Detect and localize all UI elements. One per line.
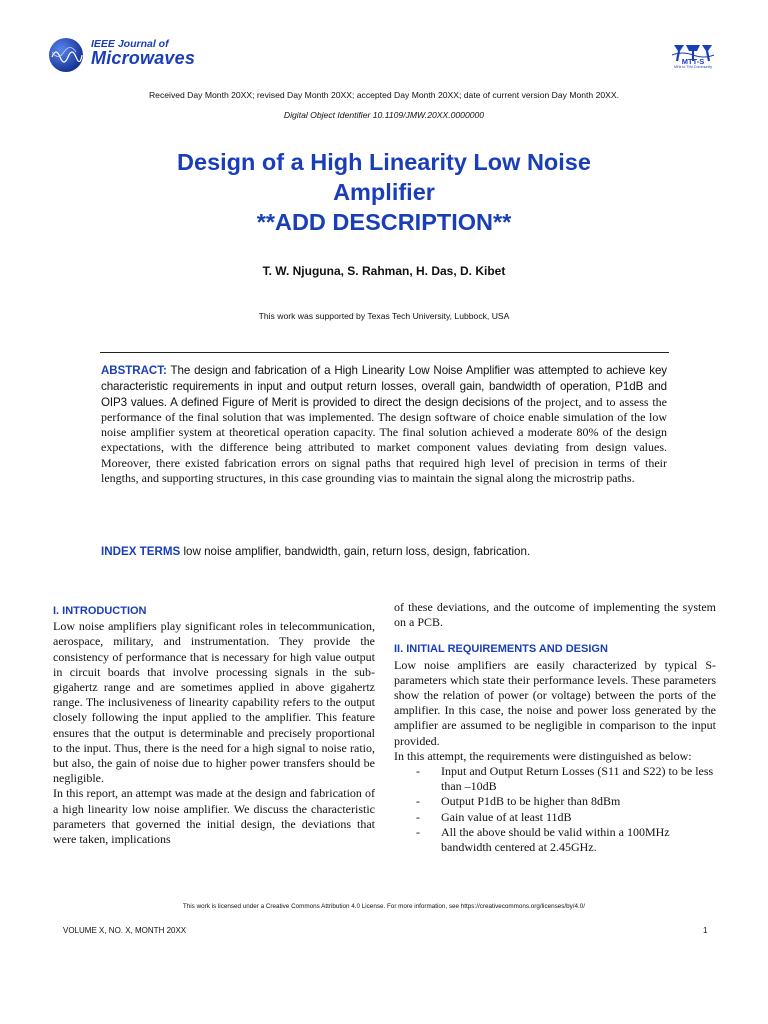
abstract-lead-text: The design and fabrication of a High Linearity Low Noise Amplifier was attempted to achieve key characteristic requirements in input and output return losses, overall gain, bandwidth of operation, P1dB and OIP3 values. A defined Figure of Merit is provided to direct the design decisions of [101,364,667,409]
funding-note: This work was supported by Texas Tech University, Lubbock, USA [258,311,510,321]
journal-name: Microwaves [91,48,196,68]
author-list: T. W. Njuguna, S. Rahman, H. Das, D. Kibet [262,264,506,278]
abstract-block [101,363,667,486]
journal-globe-logo [48,37,84,73]
list-item [416,764,716,794]
requirements-paragraph-1: Low noise amplifiers are easily characterized by typical S-parameters which state their performance levels. These parameters show the relation of power (or voltage) between the ports of the amplifier. In this case, the noise and power loss generated by the amplifier are assumed to be negligible in comparison to the input provided. [394,657,716,748]
requirement-return-loss: Input and Output Return Losses (S11 and S22) to be less than –10dB [441,764,714,794]
bullet-marker: - [416,809,420,824]
requirement-gain: Gain value of at least 11dB [441,809,572,824]
bullet-marker: - [416,764,420,779]
volume-info: VOLUME X, NO. X, MONTH 20XX [63,926,187,935]
intro-paragraph-2-continued: of these deviations, and the outcome of implementing the system on a PCB. [394,600,716,630]
intro-paragraph-2: In this report, an attempt was made at the design and fabrication of a high linearity low noise amplifier. We discuss the characteristic parameters that governed the initial design, the deviations that were taken, implications [53,786,375,847]
abstract-divider [100,352,669,353]
section-heading-introduction: I. INTRODUCTION [53,605,147,617]
left-column [53,604,375,847]
list-item [416,794,716,809]
paper-title [84,147,684,237]
requirement-p1db: Output P1dB to be higher than 8dBm [441,794,621,809]
doi-line: Digital Object Identifier 10.1109/JMW.20XX.0000000 [283,110,485,120]
title-line-1: Design of a High Linearity Low Noise [177,149,591,175]
title-line-2: Amplifier [333,179,435,205]
index-terms-text: low noise amplifier, bandwidth, gain, return loss, design, fabrication. [180,545,531,558]
mtt-s-logo-text: MTT-S [681,57,705,66]
title-line-3: **ADD DESCRIPTION** [256,209,512,235]
requirement-bandwidth: All the above should be valid within a 100MHz bandwidth centered at 2.45GHz. [441,824,670,855]
requirements-paragraph-2: In this attempt, the requirements were distinguished as below: [394,748,692,763]
bullet-marker: - [416,794,420,809]
license-notice: This work is licensed under a Creative Commons Attribution 4.0 License. For more information, see https://creativecommons.org/licenses/by/4.0/ [182,903,586,910]
intro-paragraph-1: Low noise amplifiers play significant roles in telecommunication, aerospace, military, and instrumentation. They provide the consistency of performance that is necessary for high value output in circuit boards that involve processing signals in the sub-gigahertz range and are sometimes applied in above gigahertz range. The inclusiveness of linearity capability refers to the output closely following the input applied to the amplifier. This feature ensures that the output is determinable and precisely proportional to the input. Thus, there is the need for a high signal to noise ratio, but also, the gain of noise due to higher power transfers should be negligible. [53,619,375,786]
journal-prefix: IEEE Journal of [91,38,169,50]
index-terms-label: INDEX TERMS [101,545,181,558]
mtt-s-tagline: MHz to THz Community [673,65,713,69]
page-number: 1 [703,926,708,935]
list-item [416,810,716,825]
requirements-list [416,764,716,855]
abstract-label: ABSTRACT: [101,365,167,377]
received-dates: Received Day Month 20XX; revised Day Month 20XX; accepted Day Month 20XX; date of current version Day Month 20XX. [148,90,620,100]
bullet-marker: - [416,824,420,839]
index-terms [101,545,667,558]
abstract-body-text: the project, and to assess the performance of the final solution that was implemented. The design software of choice enable simulation of the low noise amplifier system at theoretical operation capacity. The final solution achieved a moderate 80% of the design expectations, with the difference being attributed to market component values deviating from design values. Moreover, there existed fabrication errors on signal paths that required high level of precision in terms of their lengths, and supporting structures, in this case grounding vias to maintain the signal along the microstrip paths. [101,394,667,486]
section-heading-requirements: II. INITIAL REQUIREMENTS AND DESIGN [394,643,608,656]
right-column [394,600,716,855]
list-item [416,825,716,855]
